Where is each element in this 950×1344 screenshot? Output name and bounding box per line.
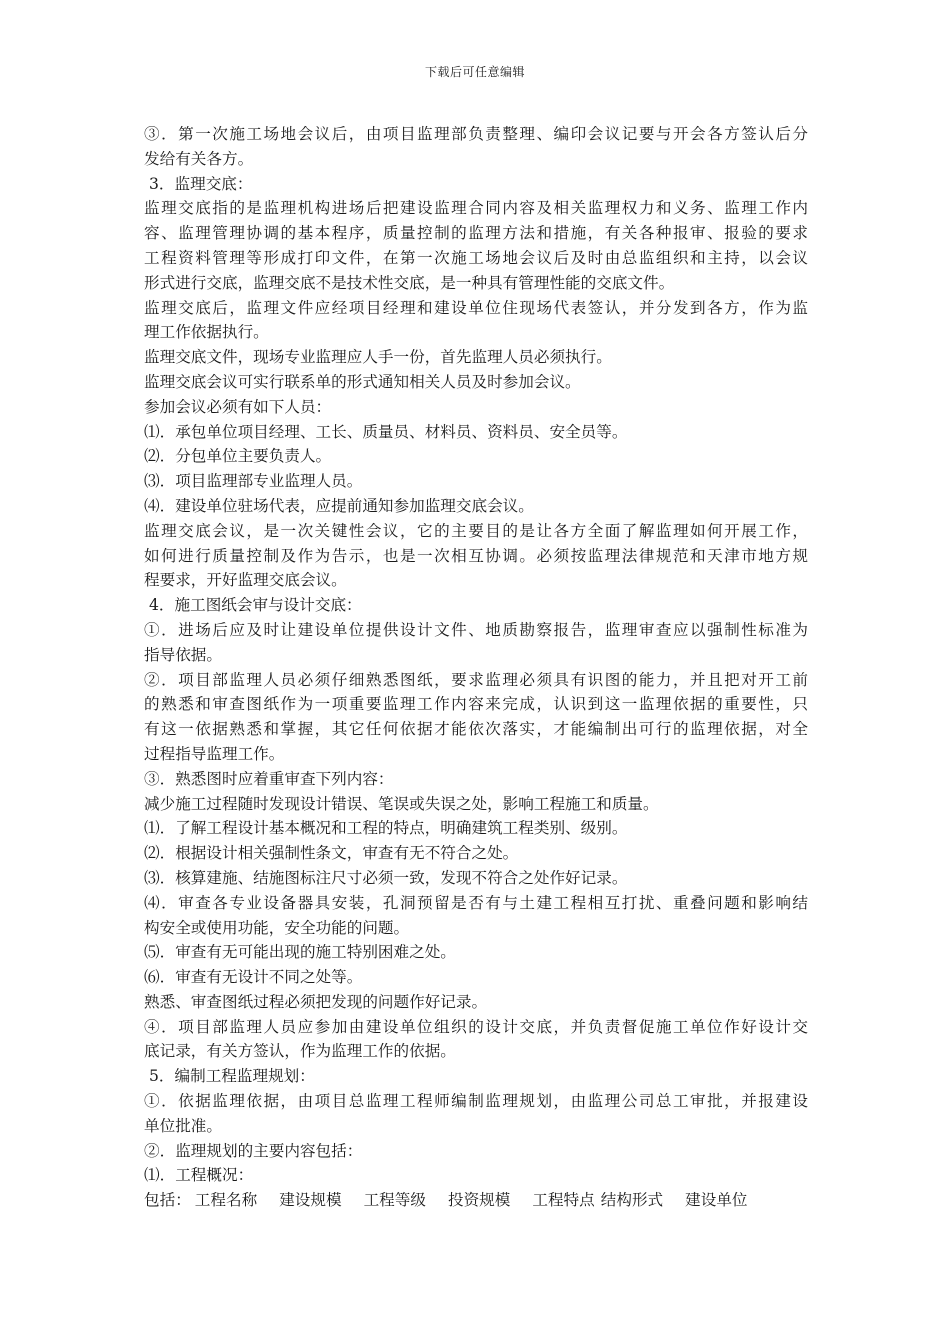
includes-item: 结构形式 (600, 1191, 664, 1210)
text-line: 指导依据。 (144, 645, 222, 664)
text-line: 构安全或使用功能，安全功能的问题。 (144, 918, 410, 937)
text-line: 5．编制工程监理规划： (149, 1067, 315, 1086)
text-line: 单位批准。 (144, 1116, 222, 1135)
text-line: ⑷．审查各专业设备器具安装，孔洞预留是否有与土建工程相互打扰、重叠问题和影响结 (144, 893, 808, 912)
text-line: 监理交底后，监理文件应经项目经理和建设单位住现场代表签认，并分发到各方，作为监 (144, 298, 808, 317)
text-line: ⑴．工程概况： (144, 1166, 254, 1185)
text-line: ③．第一次施工场地会议后，由项目监理部负责整理、编印会议记要与开会各方签认后分 (144, 125, 808, 143)
text-line: 有这一依据熟悉和掌握，其它任何依据才能依次落实，才能编制出可行的监理依据，对全 (144, 720, 808, 739)
includes-item: 工程等级 (363, 1191, 426, 1210)
includes-item: 建设单位 (685, 1191, 748, 1210)
document-body (144, 122, 808, 1213)
text-line: 工程资料管理等形成打印文件，在第一次施工场地会议后及时由总监组织和主持，以会议 (144, 248, 808, 267)
text-line: 形式进行交底，监理交底不是技术性交底，是一种具有管理性能的交底文件。 (144, 273, 675, 292)
text-line: ⑵．根据设计相关强制性条文，审查有无不符合之处。 (144, 844, 519, 863)
header-note: 下载后可任意编辑 (424, 65, 525, 79)
text-line: 参加会议必须有如下人员： (144, 397, 332, 416)
text-line: 监理交底文件，现场专业监理应人手一份，首先监理人员必须执行。 (144, 348, 612, 367)
text-line: ②．项目部监理人员必须仔细熟悉图纸，要求监理必须具有识图的能力，并且把对开工前 (144, 670, 808, 689)
text-line: ⑴．了解工程设计基本概况和工程的特点，明确建筑工程类别、级别。 (144, 819, 628, 838)
text-line: 3．监理交底： (149, 174, 253, 193)
paragraph-lines (144, 122, 808, 1188)
text-line: 程要求，开好监理交底会议。 (144, 571, 347, 590)
text-line: 熟悉、审查图纸过程必须把发现的问题作好记录。 (144, 992, 488, 1011)
text-line: ⑷．建设单位驻场代表，应提前通知参加监理交底会议。 (144, 496, 534, 515)
text-line: ①．进场后应及时让建设单位提供设计文件、地质勘察报告，监理审查应以强制性标准为 (144, 620, 808, 639)
text-line: ①．依据监理依据，由项目总监理工程师编制监理规划，由监理公司总工审批，并报建设 (144, 1092, 808, 1111)
text-line: 如何进行质量控制及作为告示，也是一次相互协调。必须按监理法律规范和天津市地方规 (144, 546, 808, 565)
includes-row (144, 1188, 808, 1213)
text-line: ⑴．承包单位项目经理、工长、质量员、材料员、资料员、安全员等。 (144, 422, 628, 441)
text-line: ③．熟悉图时应着重审查下列内容： (144, 769, 394, 788)
text-line: 减少施工过程随时发现设计错误、笔误或失误之处，影响工程施工和质量。 (144, 794, 659, 813)
text-line: 监理交底会议可实行联系单的形式通知相关人员及时参加会议。 (144, 372, 581, 391)
includes-item: 投资规模 (447, 1191, 511, 1210)
text-line: 底记录，有关方签认，作为监理工作的依据。 (144, 1042, 456, 1061)
text-line: ⑸．审查有无可能出现的施工特别困难之处。 (144, 943, 456, 962)
text-line: 监理交底指的是监理机构进场后把建设监理合同内容及相关监理权力和义务、监理工作内 (144, 199, 808, 218)
text-line: 发给有关各方。 (144, 149, 254, 168)
text-line: 4．施工图纸会审与设计交底： (149, 596, 362, 615)
includes-item: 工程特点 (532, 1191, 595, 1210)
text-line: 过程指导监理工作。 (144, 744, 285, 763)
text-line: 容、监理管理协调的基本程序，质量控制的监理方法和措施，有关各种报审、报验的要求 (144, 224, 808, 243)
text-line: ②．监理规划的主要内容包括： (144, 1141, 363, 1160)
text-line: 的熟悉和审查图纸作为一项重要监理工作内容来完成，认识到这一监理依据的重要性，只 (144, 695, 808, 714)
text-line: ⑶．项目监理部专业监理人员。 (144, 472, 363, 491)
text-line: ④．项目部监理人员应参加由建设单位组织的设计交底，并负责督促施工单位作好设计交 (144, 1017, 808, 1036)
includes-item: 工程名称 (194, 1191, 258, 1210)
text-line: ⑶．核算建施、结施图标注尺寸必须一致，发现不符合之处作好记录。 (144, 868, 628, 887)
text-line: ⑵．分包单位主要负责人。 (144, 447, 332, 466)
includes-lead: 包括： (144, 1191, 191, 1210)
text-line: 理工作依据执行。 (144, 323, 269, 342)
includes-item: 建设规模 (279, 1191, 342, 1210)
text-line: 监理交底会议，是一次关键性会议，它的主要目的是让各方全面了解监理如何开展工作， (144, 521, 808, 540)
text-line: ⑹．审查有无设计不同之处等。 (144, 968, 363, 987)
